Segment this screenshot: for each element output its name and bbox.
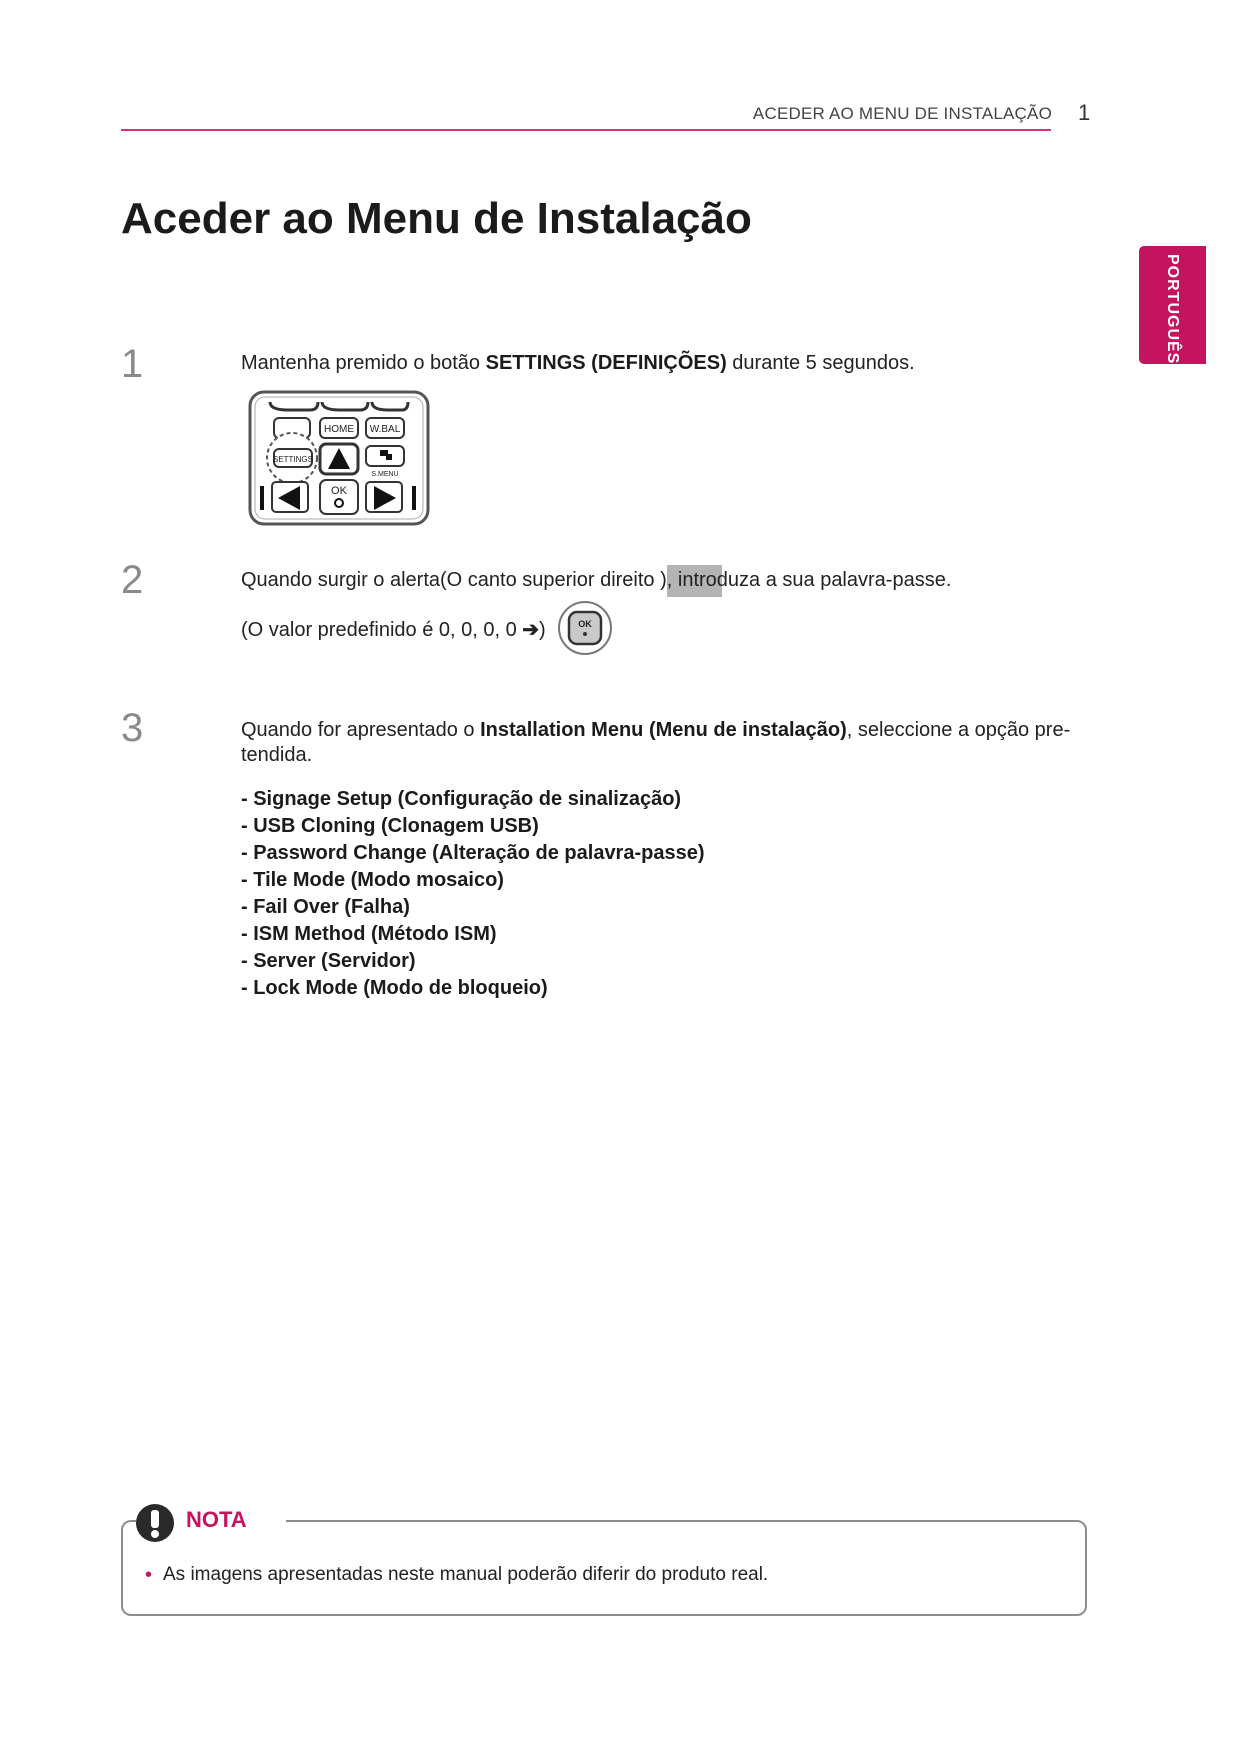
settings-button-label: SETTINGS (DEFINIÇÕES) xyxy=(485,352,727,374)
step-3-text xyxy=(241,718,1091,768)
note-text: As imagens apresentadas neste manual poderão diferir do produto real. xyxy=(163,1564,769,1585)
option-item: - Password Change (Alteração de palavra-passe) xyxy=(241,842,705,864)
arrow-right-icon: ➔ xyxy=(522,619,540,641)
step-1-text-before: Mantenha premido o botão xyxy=(241,352,486,374)
language-tab-label: PORTUGUÊS xyxy=(1164,254,1181,365)
language-tab xyxy=(1139,246,1206,364)
installation-menu-label: Installation Menu (Menu de instalação) xyxy=(480,719,847,741)
step-number-3: 3 xyxy=(121,706,144,750)
option-item: - Lock Mode (Modo de bloqueio) xyxy=(241,977,548,999)
ok-button-illustration xyxy=(556,599,614,657)
default-password-text xyxy=(241,617,546,642)
step-3-text-after: , seleccione a opção pre-tendida. xyxy=(241,719,1071,766)
default-password-label: (O valor predefinido é 0, 0, 0, 0 xyxy=(241,619,523,641)
option-item: - Tile Mode (Modo mosaico) xyxy=(241,869,504,891)
remote-home-label: HOME xyxy=(324,424,354,435)
note-bullet: • xyxy=(145,1564,153,1586)
note-title: NOTA xyxy=(186,1507,247,1532)
option-item: - Server (Servidor) xyxy=(241,950,416,972)
option-item: - Fail Over (Falha) xyxy=(241,896,410,918)
step-2-text: Quando surgir o alerta(O canto superior direito ), introduza a sua palavra-passe. xyxy=(241,569,952,591)
step-3-text-before: Quando for apresentado o xyxy=(241,719,481,741)
remote-ok-label: OK xyxy=(331,485,347,497)
step-number-2: 2 xyxy=(121,558,144,602)
remote-settings-label: SETTINGS xyxy=(272,455,314,464)
option-item: - Signage Setup (Configuração de sinalização) xyxy=(241,788,682,810)
remote-wbal-label: W.BAL xyxy=(369,424,401,435)
default-password-close: ) xyxy=(539,619,546,641)
option-item: - USB Cloning (Clonagem USB) xyxy=(241,815,539,837)
page-title: Aceder ao Menu de Instalação xyxy=(121,194,752,243)
running-header: ACEDER AO MENU DE INSTALAÇÃO xyxy=(752,104,1052,123)
option-item: - ISM Method (Método ISM) xyxy=(241,923,497,945)
step-1-text xyxy=(241,352,915,375)
installation-options-list xyxy=(241,786,705,1002)
exclamation-icon xyxy=(134,1502,176,1544)
page-number: 1 xyxy=(1078,100,1091,125)
step-1-text-after: durante 5 segundos. xyxy=(726,352,915,374)
header-rule xyxy=(121,129,1051,131)
ok-button-label: OK xyxy=(578,619,592,629)
step-number-1: 1 xyxy=(121,342,144,386)
remote-smenu-label: S.MENU xyxy=(371,471,399,478)
remote-control-illustration xyxy=(248,390,430,526)
